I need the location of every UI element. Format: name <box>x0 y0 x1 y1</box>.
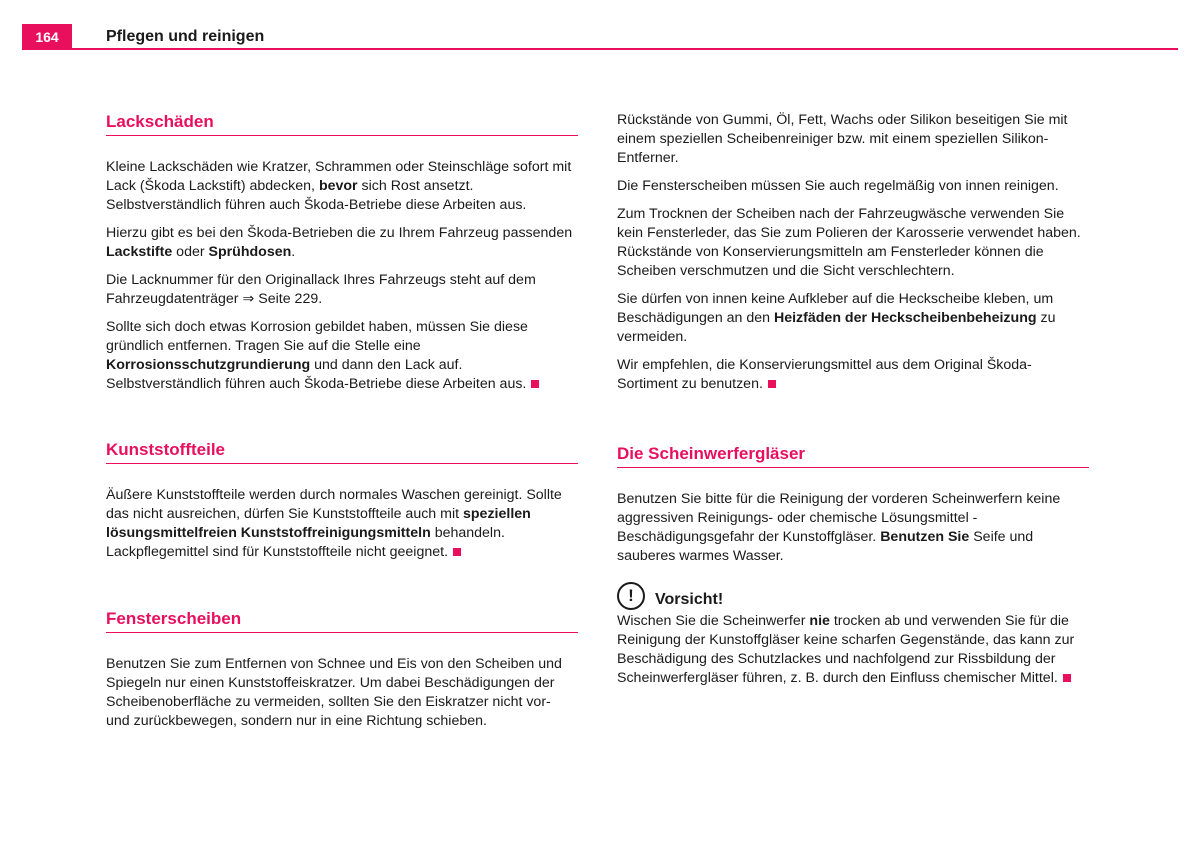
section-end-marker <box>453 548 461 556</box>
caution-text: Wischen Sie die Scheinwerfer nie trocken ab und verwenden Sie für die Reinigung der Kunstoffgläser keine scharfen Gegenstände, das kann zur Beschädigung des Schutzlackes und nachfolgend zur Rissbildung der Scheinwerfergläser führen, z. B. durch den Einfluss chemischer Mittel. <box>617 613 1075 686</box>
caution-box <box>617 582 1089 697</box>
paragraph: Sollte sich doch etwas Korrosion gebildet haben, müssen Sie diese gründlich entfernen. Tragen Sie auf die Stelle eine Korrosionsschutzgrundierung und dann den Lack auf. Selbstverständlich führen auch Škoda-Betriebe diese Arbeiten aus. <box>106 318 578 394</box>
heading-lackschaeden: Lackschäden <box>106 112 578 136</box>
caution-title: Vorsicht! <box>655 591 724 608</box>
paragraph: Kleine Lackschäden wie Kratzer, Schrammen oder Steinschläge sofort mit Lack (Škoda Lackstift) abdecken, bevor sich Rost ansetzt. Selbstverständlich führen auch Škoda-Betriebe diese Arbeiten aus. <box>106 159 572 213</box>
section-lackschaeden <box>106 112 578 403</box>
paragraph: Wir empfehlen, die Konservierungsmittel aus dem Original Škoda-Sortiment zu benutzen. <box>617 357 1032 392</box>
header-rule <box>22 48 1178 50</box>
paragraph: Benutzen Sie bitte für die Reinigung der vorderen Scheinwerfern keine aggressiven Reinigungs- oder chemische Lösungsmittel - Beschädigungsgefahr der Kunstoffgläser. Benutzen Sie Seife und sauberes warmes Wasser. <box>617 491 1061 564</box>
page-number: 164 <box>22 24 72 50</box>
heading-fensterscheiben: Fensterscheiben <box>106 609 578 633</box>
running-title: Pflegen und reinigen <box>106 28 265 45</box>
paragraph: Sie dürfen von innen keine Aufkleber auf die Heckscheibe kleben, um Beschädigungen an den Heizfäden der Heckscheibenbeheizung zu vermeiden. <box>617 291 1056 345</box>
heading-scheinwerfer: Die Scheinwerfergläser <box>617 444 1089 468</box>
heading-kunststoffteile: Kunststoffteile <box>106 440 578 464</box>
section-fensterscheiben <box>106 609 578 740</box>
caution-header <box>617 582 1089 610</box>
paragraph: Benutzen Sie zum Entfernen von Schnee und Eis von den Scheiben und Spiegeln nur einen Kunststoffeiskratzer. Um dabei Beschädigungen der Scheibenoberfläche zu vermeiden, sollten Sie den Eiskratzer nicht vor- und zurückbewegen, sondern nur in eine Richtung schieben. <box>106 656 562 729</box>
paragraph: Äußere Kunststoffteile werden durch normales Waschen gereinigt. Sollte das nicht ausreichen, dürfen Sie Kunststoffteile auch mit speziellen lösungsmittelfreien Kunststoffreinigungsmitteln behandeln. Lackpflegemittel sind für Kunststoffteile nicht geeignet. <box>106 487 562 560</box>
paragraph: Hierzu gibt es bei den Škoda-Betrieben die zu Ihrem Fahrzeug passenden Lackstifte oder Sprühdosen. <box>106 225 573 260</box>
paragraph: Die Fensterscheiben müssen Sie auch regelmäßig von innen reinigen. <box>617 178 1059 194</box>
paragraph: Zum Trocknen der Scheiben nach der Fahrzeugwäsche verwenden Sie kein Fensterleder, das Sie zum Polieren der Karosserie verwendet haben. Rückstände von Konservierungsmitteln am Fensterleder können die Scheiben verschmutzen und die Sicht verschlechtern. <box>617 206 1081 279</box>
section-end-marker <box>531 380 539 388</box>
paragraph: Rückstände von Gummi, Öl, Fett, Wachs oder Silikon beseitigen Sie mit einem speziellen Scheibenreiniger bzw. mit einem speziellen Silikon-Entferner. <box>617 112 1068 166</box>
section-fensterscheiben-cont <box>617 111 1089 403</box>
paragraph: Die Lacknummer für den Originallack Ihres Fahrzeugs steht auf dem Fahrzeugdatenträger ⇒ Seite 229. <box>106 272 536 307</box>
section-scheinwerfer <box>617 444 1089 575</box>
section-end-marker <box>768 380 776 388</box>
section-kunststoffteile <box>106 440 578 571</box>
section-end-marker <box>1063 674 1071 682</box>
warning-icon: ! <box>617 582 645 610</box>
